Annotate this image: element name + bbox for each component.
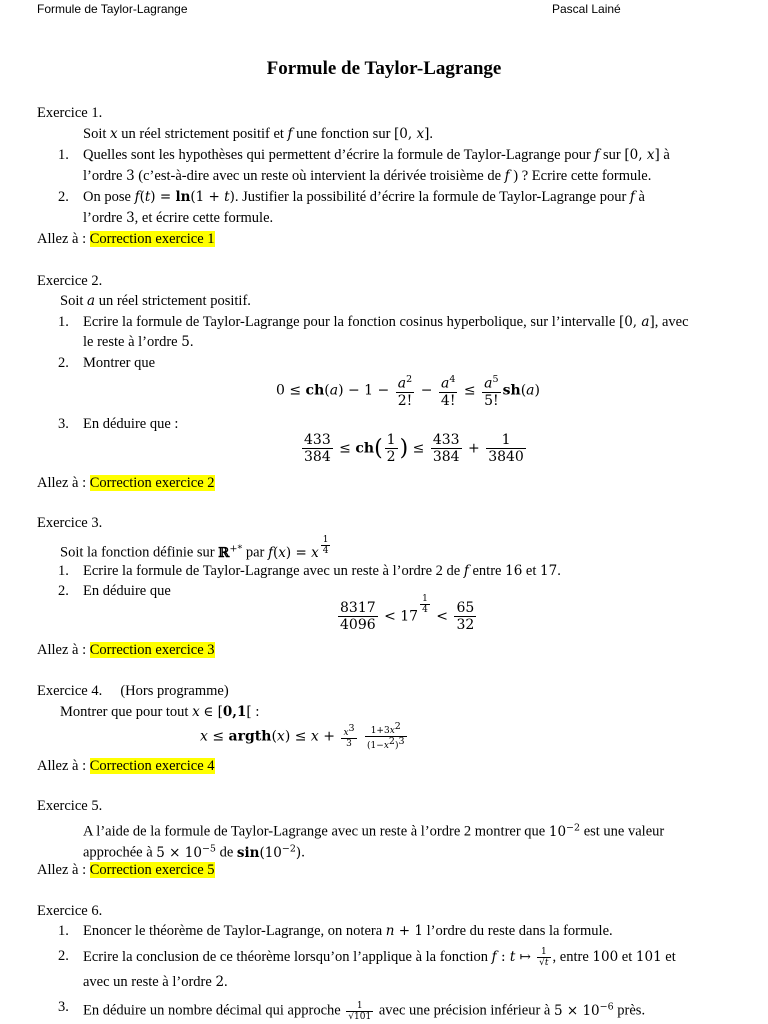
ex1-q1-number: 1. (58, 147, 69, 163)
ex4-allez: Allez à : Correction exercice 4 (37, 758, 215, 774)
ex4-subtitle: (Hors programme) (120, 683, 229, 699)
ex6-q1-number: 1. (58, 923, 69, 939)
ex6-q2-line1: Ecrire la conclusion de ce théorème lorsqu’on l’applique à la fonction f : t ↦ $\frac{1}{√t}$ , entre 100 et 101 et (83, 947, 676, 968)
page-title: Formule de Taylor-Lagrange (266, 58, 502, 79)
ex3-intro: Soit la fonction définie sur ℝ+* par f(x) = x $^{\frac{1}{4}}$ (60, 534, 329, 561)
ex6-heading: Exercice 6. (37, 903, 103, 919)
ex4-correction-link[interactable]: Correction exercice 4 (89, 758, 215, 774)
ex5-correction-link[interactable]: Correction exercice 5 (89, 862, 215, 878)
ex3-q1-number: 1. (58, 563, 69, 579)
ex1-q1-line1: Quelles sont les hypothèses qui permettent d’écrire la formule de Taylor-Lagrange pour f sur [0, x] à (83, 147, 670, 163)
ex2-allez: Allez à : Correction exercice 2 (37, 475, 215, 491)
ex5-allez: Allez à : Correction exercice 5 (37, 862, 215, 878)
ex2-q1-line2: le reste à l’ordre 5. (83, 334, 194, 350)
ex1-allez: Allez à : Correction exercice 1 (37, 231, 215, 247)
ex3-q2-text: En déduire que (83, 583, 171, 599)
ex2-q1-line1: Ecrire la formule de Taylor-Lagrange pour la fonction cosinus hyperbolique, sur l’intervalle [0, a], avec (83, 314, 689, 330)
ex6-q2-line2: avec un reste à l’ordre 2. (83, 974, 228, 990)
ex4-intro: Montrer que pour tout x ∈ [0,1[ : (60, 704, 260, 720)
ex3-correction-link[interactable]: Correction exercice 3 (89, 642, 215, 658)
ex3-heading: Exercice 3. (37, 515, 103, 531)
ex6-q2-number: 2. (58, 948, 69, 964)
ex2-heading: Exercice 2. (37, 273, 103, 289)
ex2-q3-number: 3. (58, 416, 69, 432)
ex5-heading: Exercice 5. (37, 798, 103, 814)
ex2-correction-link[interactable]: Correction exercice 2 (89, 475, 215, 491)
ex4-heading: Exercice 4. (Hors programme) (37, 683, 229, 699)
ex2-bound: $\frac{433}{384}$ ≤ ch( $\frac{1}{2}$ ) ≤ $\frac{433}{384}$ + $\frac{1}{3840}$ (304, 432, 524, 465)
ex6-q1-text: Enoncer le théorème de Taylor-Lagrange, on notera n + 1 l’ordre du reste dans la formule. (83, 923, 613, 939)
ex6-q3-text: En déduire un nombre décimal qui approche $\frac{1}{√101}$ avec une précision inférieur à $5 \times 10^{-6}$ près. (83, 1000, 646, 1022)
ex3-q2-number: 2. (58, 583, 69, 599)
ex1-heading: Exercice 1. (37, 105, 103, 121)
ex5-line1: A l’aide de la formule de Taylor-Lagrange avec un reste à l’ordre 2 montrer que $10^{-2}$ est une valeur (83, 822, 665, 840)
ex2-intro: Soit a un réel strictement positif. (60, 293, 251, 309)
ex5-line2: approchée à $5 \times 10^{-5}$ de $\sin(10^{-2})$. (83, 843, 305, 861)
ex1-intro: Soit x un réel strictement positif et f une fonction sur [0, x]. (83, 126, 434, 142)
ex2-q2-text: Montrer que (83, 355, 156, 371)
ex1-correction-link[interactable]: Correction exercice 1 (89, 231, 215, 247)
ex1-q2-line2: l’ordre 3, et écrire cette formule. (83, 210, 274, 226)
ex4-inequality: x ≤ argth(x) ≤ x + $\frac{x^3}{3}$ $\frac{1+3x^2}{(1-x^2)^3}$ (200, 721, 405, 751)
ex2-q1-number: 1. (58, 314, 69, 330)
ex2-q3-text: En déduire que : (83, 416, 179, 432)
ex3-allez: Allez à : Correction exercice 3 (37, 642, 215, 658)
ex1-q2-line1: On pose f(t) = ln(1 + t). Justifier la possibilité d’écrire la formule de Taylor-Lagrange pour f à (83, 189, 645, 205)
ex1-q2-number: 2. (58, 189, 69, 205)
header-left: Formule de Taylor-Lagrange (37, 2, 188, 16)
header-right: Pascal Lainé (552, 2, 621, 16)
ex2-q2-number: 2. (58, 355, 69, 371)
ex6-q3-number: 3. (58, 999, 69, 1015)
ex2-inequality: 0 ≤ ch(a) − 1 − $\frac{a^2}{2!}$ − $\frac{a^4}{4!}$ ≤ $\frac{a^5}{5!}$ sh(a) (276, 374, 540, 409)
ex1-q1-line2: l’ordre 3 (c’est-à-dire avec un reste où intervient la dérivée troisième de f ) ? Ecrire cette formule. (83, 168, 652, 184)
ex3-q1-text: Ecrire la formule de Taylor-Lagrange avec un reste à l’ordre 2 de f entre 16 et 17. (83, 563, 561, 579)
ex3-bound: $\frac{8317}{4096}$ < 17 $^{\frac{1}{4}}$ < $\frac{65}{32}$ (340, 594, 475, 633)
